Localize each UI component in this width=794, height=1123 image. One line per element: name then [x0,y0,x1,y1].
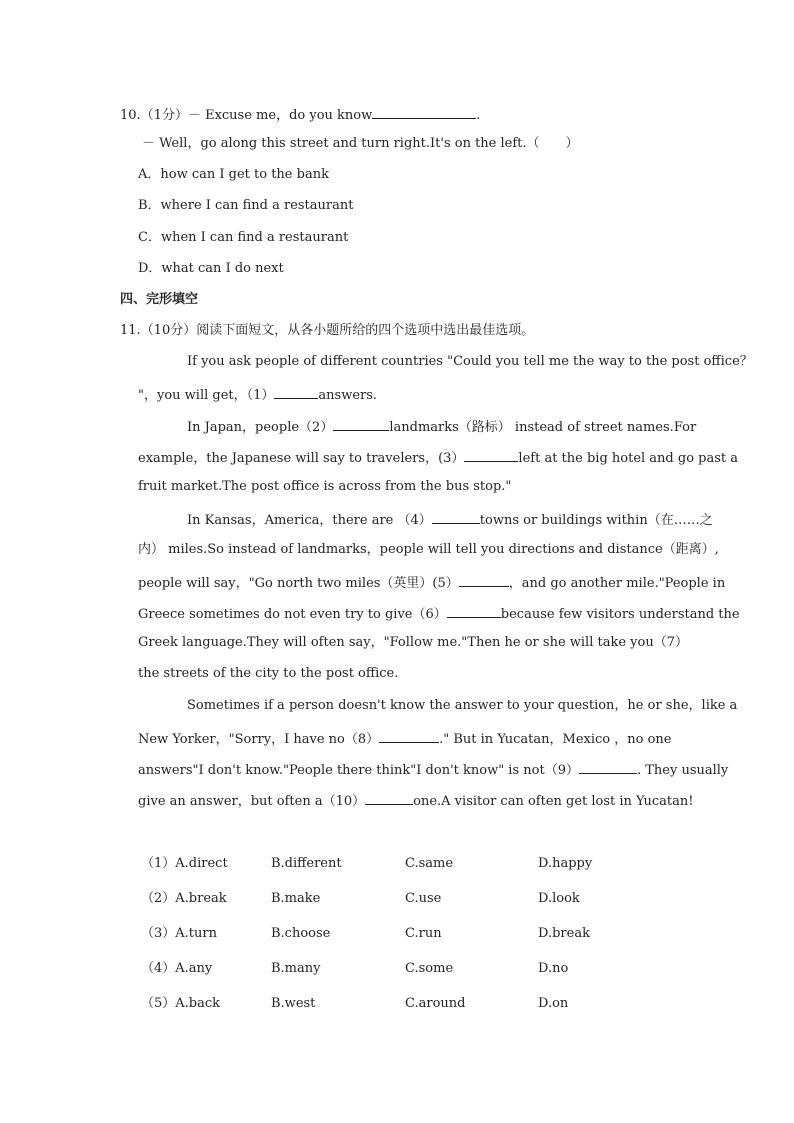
passage-text: In Kansas，America，there are （4） [187,513,432,528]
blank-3 [464,448,518,462]
blank-2 [333,417,389,431]
choice-3-b: B.choose [271,926,331,941]
q10-option-c: C．when I can find a restaurant [138,230,349,245]
choice-2-d: D.look [538,891,580,906]
passage-text: people will say，"Go north two miles（英里）(5） [138,576,459,591]
choice-3-d: D.break [538,926,590,941]
q10-stem-text: 10.（1分）－ Excuse me，do you know [120,108,373,123]
choice-4-d: D.no [538,961,569,976]
passage-text: towns or buildings within（在……之 [479,513,713,528]
choice-5-c: C.around [405,996,466,1011]
passage-text: In Japan，people（2） [187,420,334,435]
choice-2-c: C.use [405,891,442,906]
passage-line [138,729,671,748]
choice-5-b: B.west [271,996,316,1011]
choice-2-b: B.make [271,891,321,906]
q10-blank [372,105,476,119]
passage-text: give an answer，but often a（10） [138,794,366,809]
choice-3-a: （3）A.turn [141,926,217,941]
blank-6 [447,604,501,618]
choice-4-b: B.many [271,961,321,976]
choice-1-a: （1）A.direct [141,856,228,871]
passage-text: because few visitors understand the [500,607,740,622]
passage-line [138,791,694,810]
choice-5-a: （5）A.back [141,996,221,1011]
q10-option-a: A．how can I get to the bank [138,167,329,182]
q10-stem-end: . [476,108,481,123]
passage-line [138,604,740,623]
passage-line [138,760,728,779]
passage-text: New Yorker，"Sorry，I have no（8） [138,732,380,747]
blank-9 [579,760,637,774]
blank-4 [432,510,480,524]
passage-line [138,385,377,404]
choice-1-d: D.happy [538,856,593,871]
blank-1 [274,385,318,399]
passage-text: "，you will get，（1） [138,388,275,403]
passage-text: . They usually [636,763,729,778]
passage-text: left at the big hotel and go past a [518,451,739,466]
passage-line: Sometimes if a person doesn't know the answer to your question，he or she，like a [187,698,738,713]
passage-text: ，and go another mile."People in [508,576,726,591]
choice-1-b: B.different [271,856,342,871]
q10-stem [120,105,480,124]
q11-stem: 11.（10分）阅读下面短文，从各小题所给的四个选项中选出最佳选项。 [120,323,535,338]
passage-text: ." But in Yucatan，Mexico ，no one [439,732,672,747]
blank-5 [459,573,509,587]
section-heading: 四、完形填空 [120,292,199,307]
passage-line [187,510,713,529]
passage-line [138,573,725,592]
passage-text: Greece sometimes do not even try to give（6） [138,607,447,622]
passage-text: landmarks（路标） instead of street names.For [389,420,697,435]
choice-3-c: C.run [405,926,442,941]
passage-text: answers. [318,388,378,403]
passage-line: fruit market.The post office is across from the bus stop." [138,479,512,494]
passage-line: the streets of the city to the post office. [138,666,399,681]
q10-option-b: B．where I can find a restaurant [138,198,354,213]
choice-5-d: D.on [538,996,569,1011]
passage-text: answers"I don't know."People there think"I don't know" is not（9） [138,763,579,778]
passage-text: example，the Japanese will say to travelers，(3） [138,451,465,466]
passage-line: 内） miles.So instead of landmarks，people will tell you directions and distance（距离）, [138,542,719,557]
blank-10 [365,791,413,805]
passage-line [138,448,738,467]
passage-line [187,417,696,436]
q10-option-d: D．what can I do next [138,261,284,276]
choice-4-a: （4）A.any [141,961,213,976]
passage-line: Greek language.They will often say，"Follow me."Then he or she will take you（7） [138,635,688,650]
passage-line: If you ask people of different countries "Could you tell me the way to the post office？ [187,354,753,369]
passage-text: one.A visitor can often get lost in Yucatan! [413,794,694,809]
blank-8 [379,729,439,743]
choice-1-c: C.same [405,856,454,871]
choice-2-a: （2）A.break [141,891,227,906]
q10-reply: － Well，go along this street and turn right.It's on the left.（ ） [142,136,579,151]
choice-4-c: C.some [405,961,454,976]
